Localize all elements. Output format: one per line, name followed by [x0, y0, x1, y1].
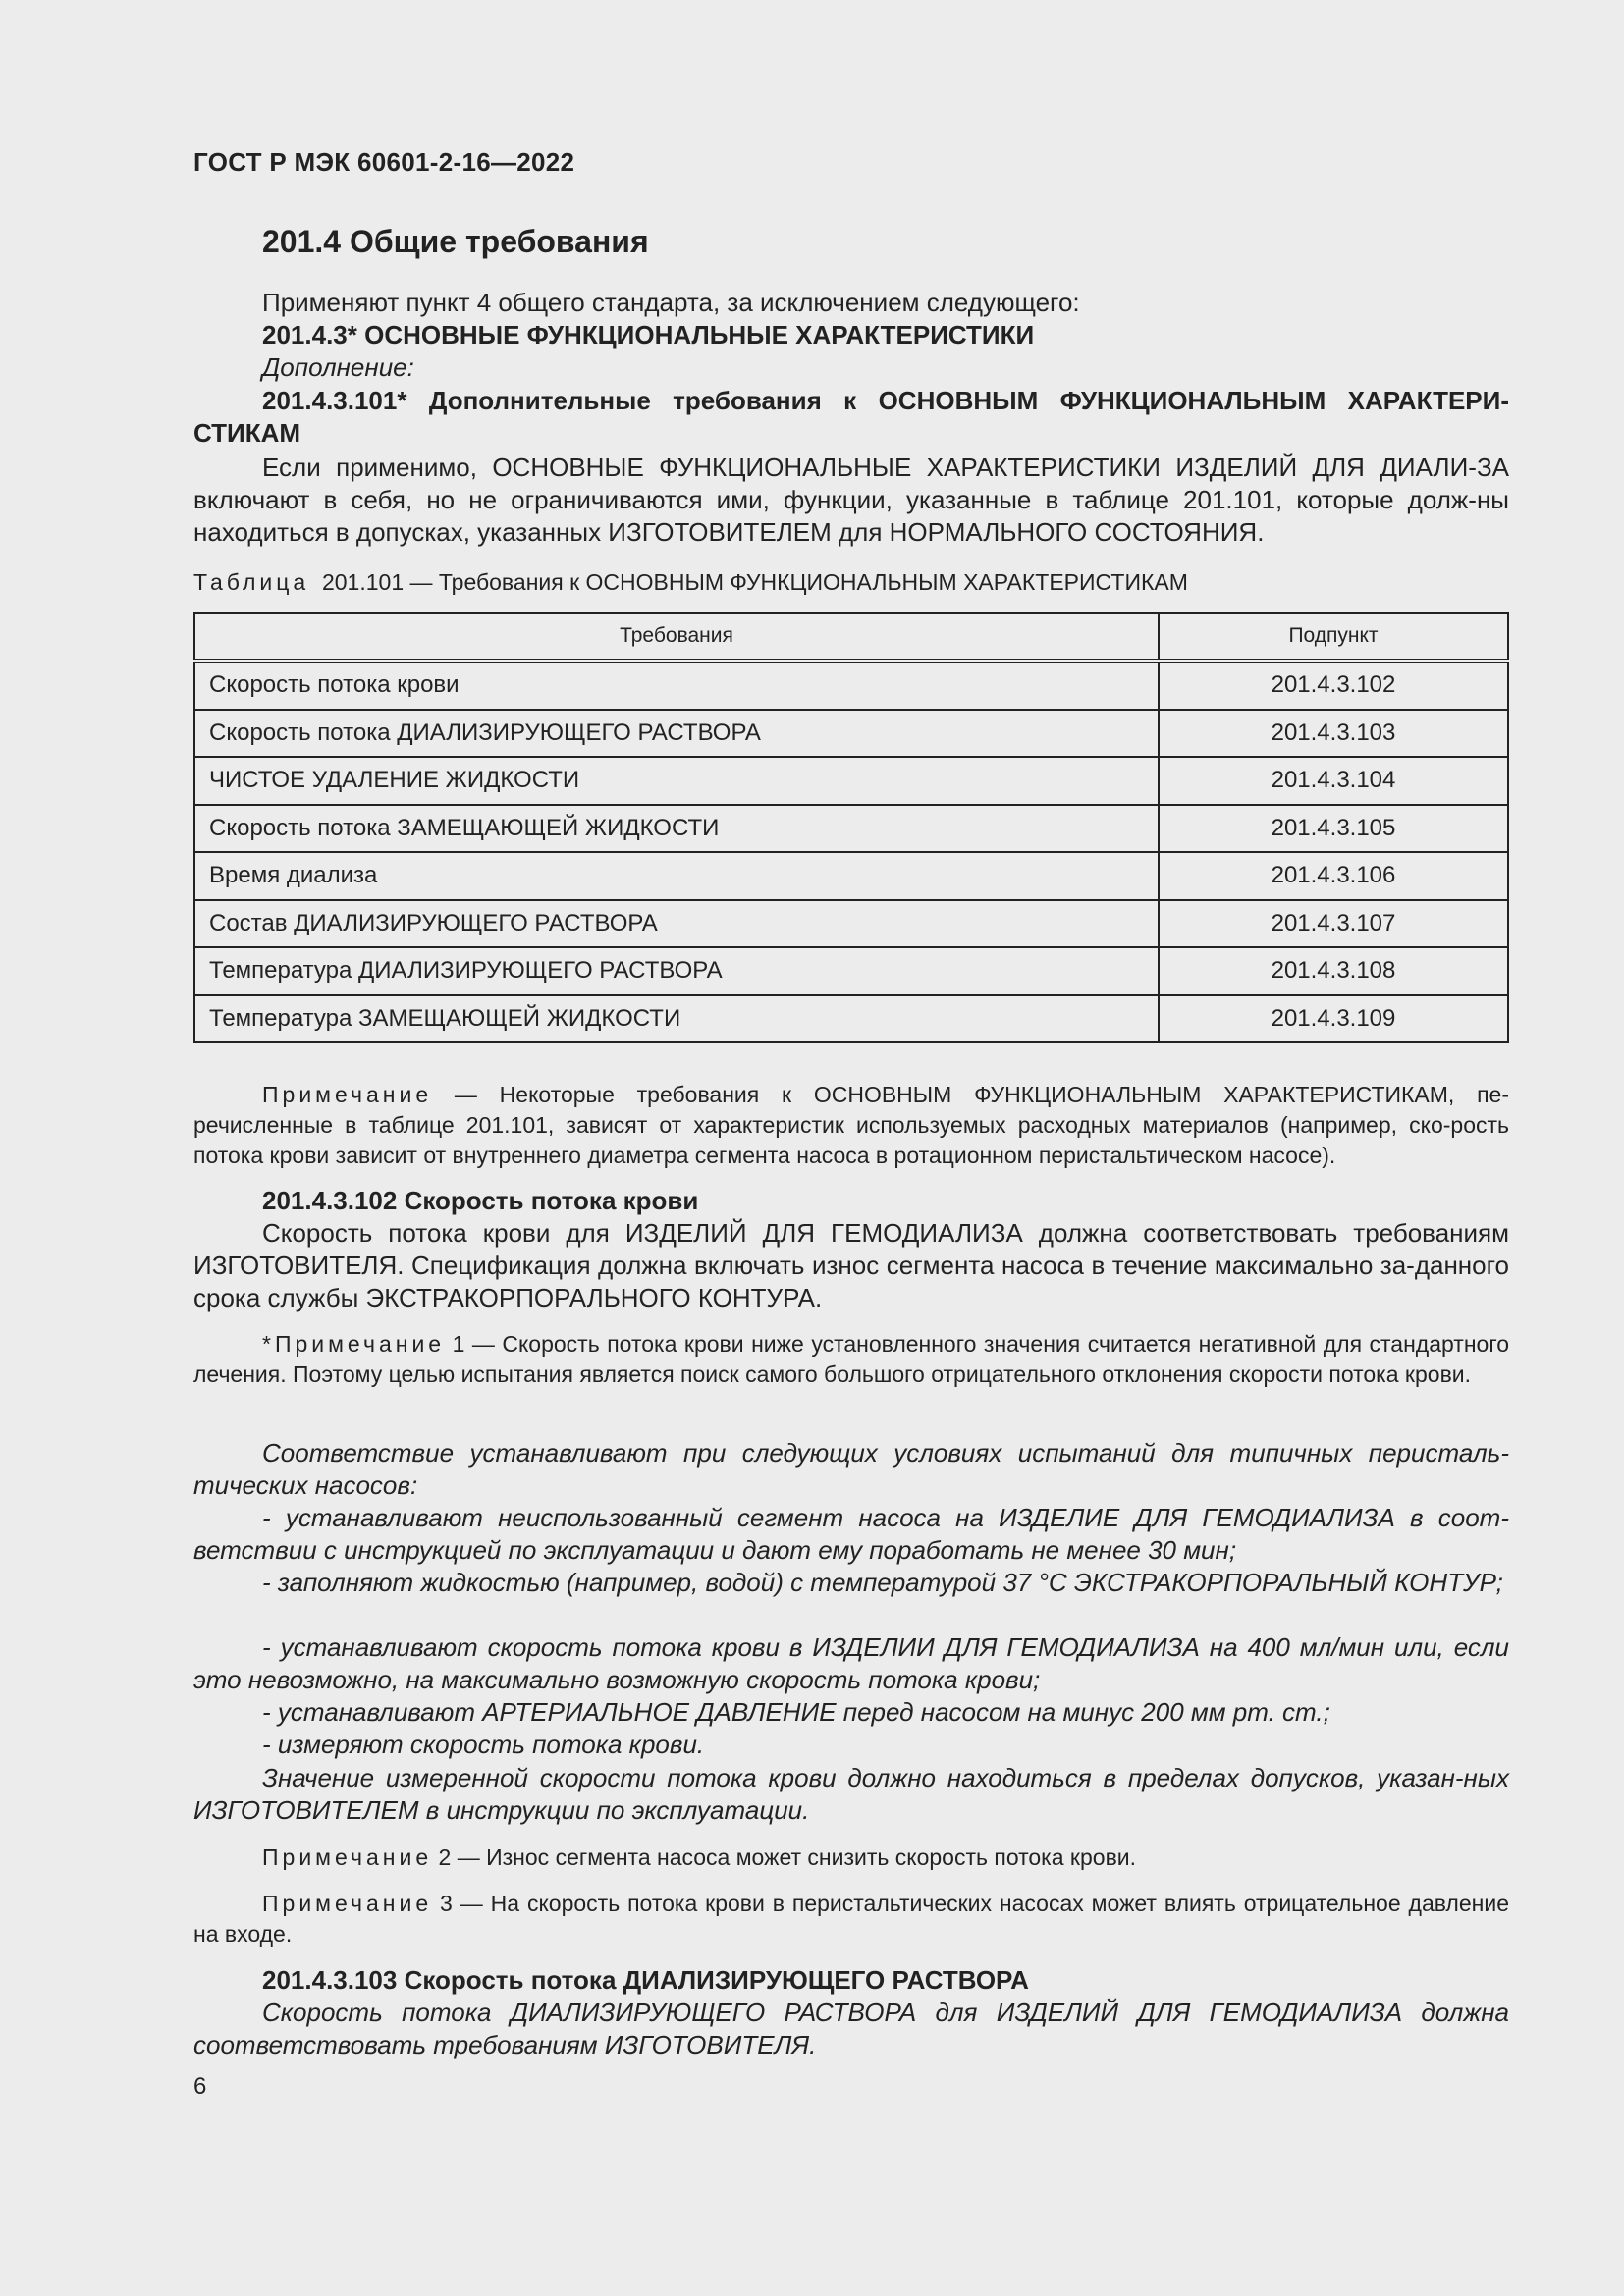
- table-header-row: [194, 613, 1508, 661]
- clause-text-201-4-3-101: Если применимо, ОСНОВНЫЕ ФУНКЦИОНАЛЬНЫЕ ХАРАКТЕРИСТИКИ ИЗДЕЛИЙ ДЛЯ ДИАЛИ-ЗА включают в себя, но не ограничиваются ими, функции, указанные в таблице 201.101, которые долж-ны находиться в допусках, указанных ИЗГОТОВИТЕЛЕМ для НОРМАЛЬНОГО СОСТОЯНИЯ.: [193, 453, 1509, 547]
- table-note: [193, 1080, 1509, 1171]
- table-row: [194, 947, 1508, 995]
- clause-text-201-4-3-103: Скорость потока ДИАЛИЗИРУЮЩЕГО РАСТВОРА для ИЗДЕЛИЙ ДЛЯ ГЕМОДИАЛИЗА должна соответствовать требованиям ИЗГОТОВИТЕЛЯ.: [193, 1998, 1509, 2059]
- section-title: 201.4 Общие требования: [262, 224, 649, 259]
- compliance-intro: Соответствие устанавливают при следующих условиях испытаний для типичных перисталь-тических насосов:: [193, 1438, 1509, 1500]
- table-row: [194, 710, 1508, 758]
- requirement-cell: Скорость потока ЗАМЕЩАЮЩЕЙ ЖИДКОСТИ: [194, 805, 1159, 853]
- table-row: [194, 852, 1508, 900]
- header-subclause: Подпункт: [1159, 613, 1508, 661]
- document-header: ГОСТ Р МЭК 60601-2-16—2022: [193, 147, 575, 177]
- table-row: [194, 995, 1508, 1043]
- compliance-step: - устанавливают скорость потока крови в ИЗДЕЛИИ ДЛЯ ГЕМОДИАЛИЗА на 400 мл/мин или, если это невозможно, на максимально возможную скорость потока крови;: [193, 1632, 1509, 1694]
- compliance-step: - устанавливают АРТЕРИАЛЬНОЕ ДАВЛЕНИЕ перед насосом на минус 200 мм рт. ст.;: [262, 1697, 1330, 1727]
- clause-heading-201-4-3-103: 201.4.3.103 Скорость потока ДИАЛИЗИРУЮЩЕГО РАСТВОРА: [262, 1965, 1029, 1995]
- subclause-cell: 201.4.3.104: [1159, 757, 1508, 805]
- table-caption-label: Таблица: [193, 569, 310, 595]
- clause-heading-201-4-3-102: 201.4.3.102 Скорость потока крови: [262, 1186, 699, 1215]
- compliance-step: - заполняют жидкостью (например, водой) с температурой 37 °С ЭКСТРАКОРПОРАЛЬНЫЙ КОНТУР;: [262, 1568, 1503, 1597]
- compliance-end: Значение измеренной скорости потока крови должно находиться в пределах допусков, указан-ных ИЗГОТОВИТЕЛЕМ в инструкции по эксплуатации.: [193, 1763, 1509, 1825]
- note-3-label: Примечание: [262, 1891, 433, 1916]
- clause-heading-201-4-3-101: 201.4.3.101* Дополнительные требования к ОСНОВНЫМ ФУНКЦИОНАЛЬНЫМ ХАРАКТЕРИ-СТИКАМ: [193, 386, 1509, 448]
- table-row: [194, 661, 1508, 710]
- table-caption-text: 201.101 — Требования к ОСНОВНЫМ ФУНКЦИОНАЛЬНЫМ ХАРАКТЕРИСТИКАМ: [321, 569, 1188, 595]
- page-number: 6: [193, 2073, 207, 2100]
- subclause-cell: 201.4.3.108: [1159, 947, 1508, 995]
- requirement-cell: Температура ДИАЛИЗИРУЮЩЕГО РАСТВОРА: [194, 947, 1159, 995]
- requirement-cell: Скорость потока крови: [194, 661, 1159, 710]
- requirement-cell: Время диализа: [194, 852, 1159, 900]
- requirements-table: [193, 612, 1509, 1043]
- compliance-step: - измеряют скорость потока крови.: [262, 1730, 705, 1759]
- subclause-cell: 201.4.3.102: [1159, 661, 1508, 710]
- table-row: [194, 805, 1508, 853]
- clause-text-201-4-3-102: Скорость потока крови для ИЗДЕЛИЙ ДЛЯ ГЕМОДИАЛИЗА должна соответствовать требованиям ИЗГОТОВИТЕЛЯ. Спецификация должна включать износ сегмента насоса в течение максимально за-данного срока службы ЭКСТРАКОРПОРАЛЬНОГО КОНТУРА.: [193, 1218, 1509, 1312]
- note-3-text: 3 — На скорость потока крови в перистальтических насосах может влиять отрицательное давление на входе.: [193, 1891, 1509, 1947]
- table-row: [194, 900, 1508, 948]
- subclause-cell: 201.4.3.105: [1159, 805, 1508, 853]
- table-row: [194, 757, 1508, 805]
- addition-label: Дополнение:: [262, 352, 414, 382]
- note-1: [193, 1329, 1509, 1390]
- subclause-cell: 201.4.3.106: [1159, 852, 1508, 900]
- subclause-cell: 201.4.3.107: [1159, 900, 1508, 948]
- subclause-cell: 201.4.3.109: [1159, 995, 1508, 1043]
- note-1-text: 1 — Скорость потока крови ниже установленного значения считается негативной для стандартного лечения. Поэтому целью испытания является поиск самого большого отрицательного отклонения скорости потока крови.: [193, 1331, 1509, 1387]
- note-1-label: *Примечание: [262, 1331, 446, 1357]
- requirement-cell: Скорость потока ДИАЛИЗИРУЮЩЕГО РАСТВОРА: [194, 710, 1159, 758]
- requirement-cell: ЧИСТОЕ УДАЛЕНИЕ ЖИДКОСТИ: [194, 757, 1159, 805]
- compliance-step: - устанавливают неиспользованный сегмент насоса на ИЗДЕЛИЕ ДЛЯ ГЕМОДИАЛИЗА в соот-ветствии с инструкцией по эксплуатации и дают ему поработать не менее 30 мин;: [193, 1503, 1509, 1565]
- table-note-text: — Некоторые требования к ОСНОВНЫМ ФУНКЦИОНАЛЬНЫМ ХАРАКТЕРИСТИКАМ, пе-речисленные в таблице 201.101, зависят от характеристик используемых расходных материалов (например, ско-рость потока крови зависит от внутреннего диаметра сегмента насоса в ротационном перистальтическом насосе).: [193, 1082, 1509, 1168]
- clause-heading-201-4-3: 201.4.3* ОСНОВНЫЕ ФУНКЦИОНАЛЬНЫЕ ХАРАКТЕРИСТИКИ: [262, 320, 1035, 349]
- header-requirements: Требования: [194, 613, 1159, 661]
- requirement-cell: Состав ДИАЛИЗИРУЮЩЕГО РАСТВОРА: [194, 900, 1159, 948]
- table-caption: [193, 569, 1188, 596]
- intro-paragraph: Применяют пункт 4 общего стандарта, за исключением следующего:: [262, 288, 1080, 317]
- note-2: [193, 1842, 1509, 1873]
- table-note-label: Примечание: [262, 1082, 433, 1107]
- subclause-cell: 201.4.3.103: [1159, 710, 1508, 758]
- note-3: [193, 1889, 1509, 1949]
- note-2-label: Примечание: [262, 1844, 433, 1870]
- requirement-cell: Температура ЗАМЕЩАЮЩЕЙ ЖИДКОСТИ: [194, 995, 1159, 1043]
- note-2-text: 2 — Износ сегмента насоса может снизить скорость потока крови.: [432, 1844, 1137, 1870]
